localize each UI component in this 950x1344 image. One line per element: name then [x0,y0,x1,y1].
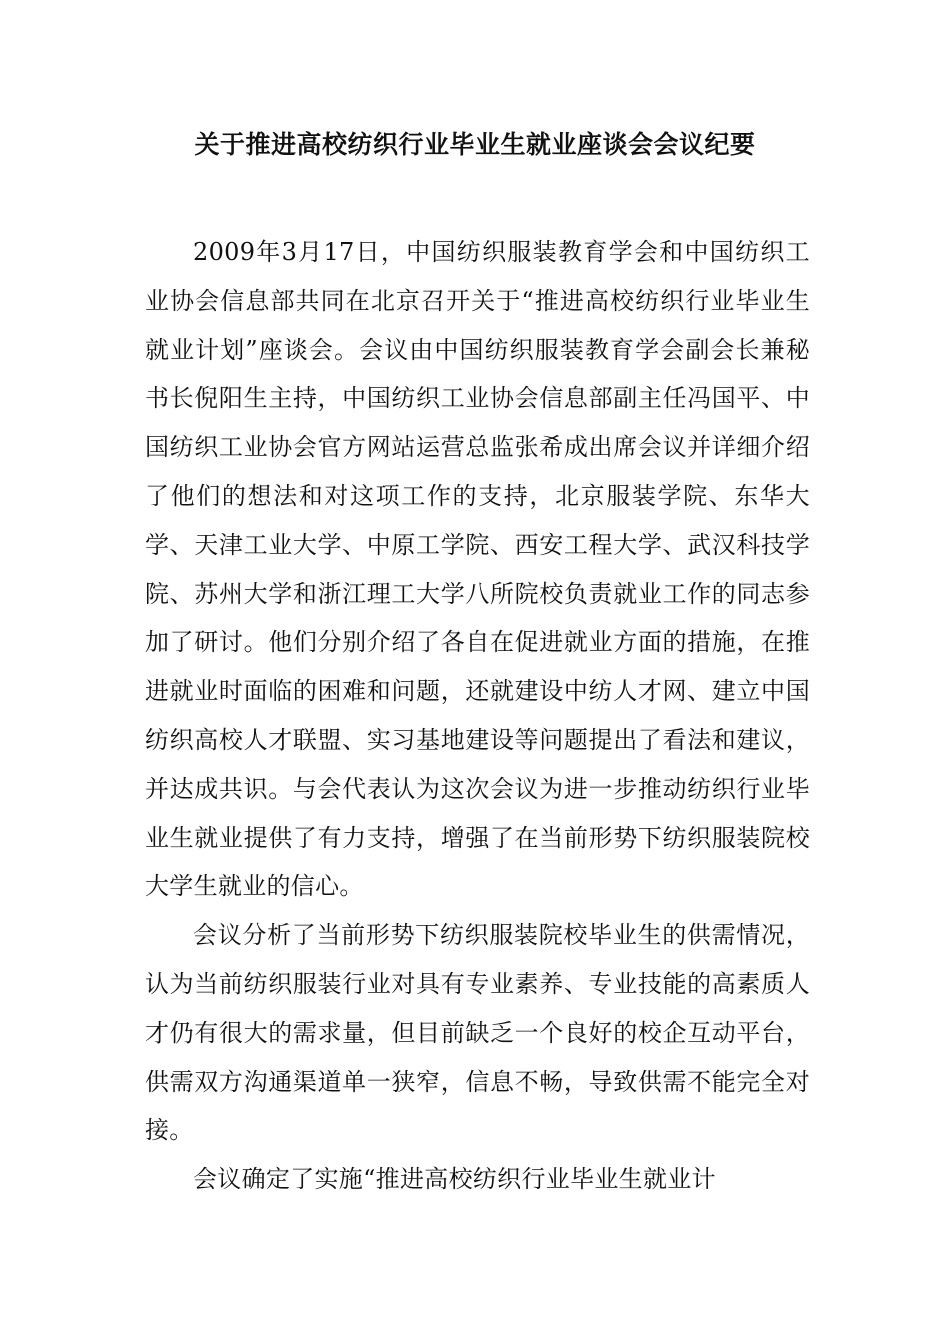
paragraph-1: 2009年3月17日，中国纺织服装教育学会和中国纺织工业协会信息部共同在北京召开关于“推进高校纺织行业毕业生就业计划”座谈会。会议由中国纺织服装教育学会副会长兼秘书长倪阳生主持，中国纺织工业协会信息部副主任冯国平、中国纺织工业协会官方网站运营总监张希成出席会议并详细介绍了他们的想法和对这项工作的支持，北京服装学院、东华大学、天津工业大学、中原工学院、西安工程大学、武汉科技学院、苏州大学和浙江理工大学八所院校负责就业工作的同志参加了研讨。他们分别介绍了各自在促进就业方面的措施，在推进就业时面临的困难和问题，还就建设中纺人才网、建立中国纺织高校人才联盟、实习基地建设等问题提出了看法和建议，并达成共识。与会代表认为这次会议为进一步推动纺织行业毕业生就业提供了有力支持，增强了在当前形势下纺织服装院校大学生就业的信心。 [145,238,810,901]
document-title: 关于推进高校纺织行业毕业生就业座谈会会议纪要 [194,130,756,159]
document-body [145,228,810,1204]
paragraph-3: 会议确定了实施“推进高校纺织行业毕业生就业计 [193,1165,716,1194]
paragraph-2: 会议分析了当前形势下纺织服装院校毕业生的供需情况，认为当前纺织服装行业对具有专业素养、专业技能的高素质人才仍有很大的需求量，但目前缺乏一个良好的校企互动平台，供需双方沟通渠道单一狭窄，信息不畅，导致供需不能完全对接。 [145,921,810,1145]
